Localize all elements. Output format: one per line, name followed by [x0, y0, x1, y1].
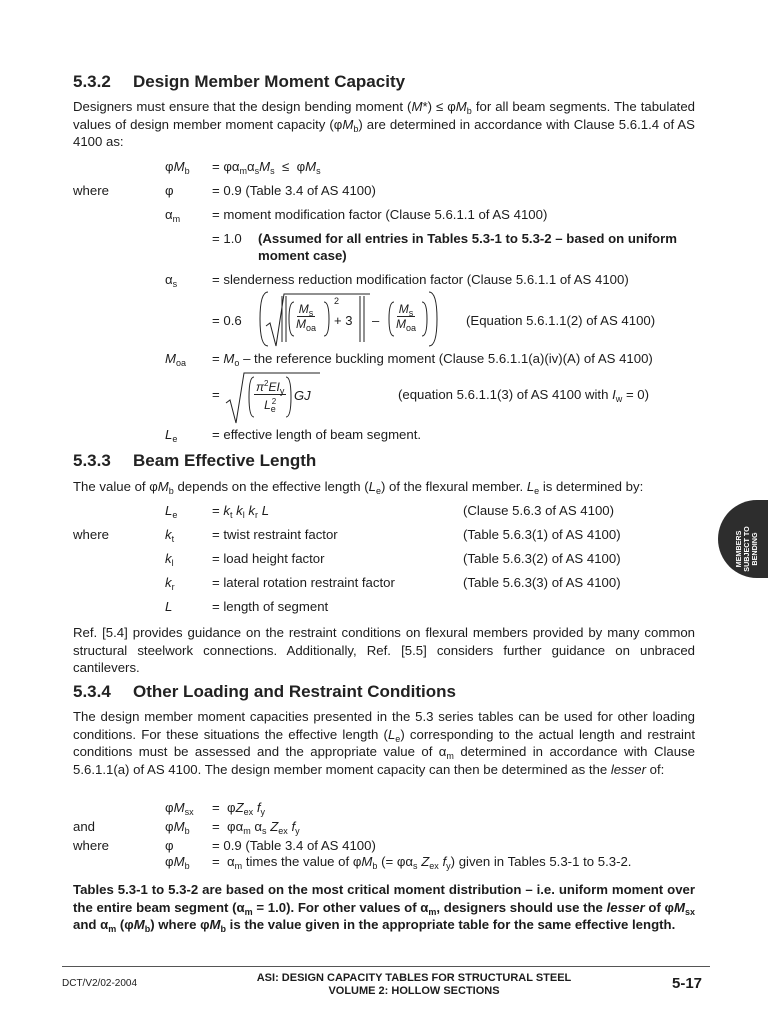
paragraph-other-loading: The design member moment capacities presented in the 5.3 series tables can be used for other loading conditions. For these situations the effective length $(L_e)$ corresponding to the actual length and restraint conditions must be assessed and the appropriate value of $\alpha_m$ determined in accordance with Clause 5.6.1.1(a) of AS 4100. The design member moment capacity can then be determined as the lesser of: — [73, 709, 695, 777]
where-label-3: where — [73, 838, 109, 853]
fraction-ms-moa-1: $M_s$ $M_{oa}$ — [296, 302, 317, 333]
definition-l: = length of segment — [212, 599, 329, 614]
equation-moa — [224, 369, 324, 425]
footer-title-line-1: ASI: DESIGN CAPACITY TABLES FOR STRUCTURAL STEEL — [256, 972, 572, 984]
fraction-ms-moa-2: $M_s$ $M_{oa}$ — [396, 302, 417, 333]
section-number: 5.3.2 — [73, 72, 111, 91]
symbol-le-2: $L_e$ — [165, 503, 178, 520]
and-label: and — [73, 819, 96, 834]
moa-equals: = — [212, 387, 220, 402]
alpha-m-value: = 1.0 — [212, 231, 242, 246]
symbol-phi: φ — [165, 183, 174, 198]
paragraph-design-moment: Designers must ensure that the design bending moment $(M*) \le \varphi M_b$ for all beam segments. The tabulated values of design member moment capacity $(\varphi M_b)$ are determined in accordance with Clause 5.6.1.4 of AS 4100 as: — [73, 99, 695, 149]
alpha-s-value: = 0.6 — [212, 313, 242, 328]
paragraph-references: Ref. [5.4] provides guidance on the restraint conditions on flexural members provided by many common structural steelwork connections. Additionally, Ref. [5.5] considers further guidance on unbraced cantilevers. — [73, 625, 695, 675]
symbol-alpha-m: $\alpha_m$ — [165, 207, 181, 224]
definition-le-formula: = $k_t$ $k_l$ $k_r$ L — [212, 503, 270, 520]
heading-5-3-4 — [73, 682, 456, 702]
reference-le: (Clause 5.6.3 of AS 4100) — [463, 503, 615, 518]
symbol-alpha-s: $\alpha_s$ — [165, 272, 178, 289]
bold-note: Tables 5.3-1 to 5.3-2 are based on the most critical moment distribution – i.e. uniform moment over the entire beam segment $(\alpha_m = 1.0)$. For other values of $\alpha_m$, designers should use the lesser of $\varphi M_{sx}$ and $\alpha_m$ $(\varphi M_b)$ where $\varphi M_b$ is the value given in the appropriate table for the same effective length. — [73, 882, 695, 934]
definition-moa: = $M_o$ – the reference buckling moment (Clause 5.6.1.1(a)(iv)(A) of AS 4100) — [212, 351, 653, 368]
equation-reference-1: (Equation 5.6.1.1(2) of AS 4100) — [466, 313, 656, 328]
paragraph-effective-length: The value of $\varphi M_b$ depends on the effective length $(L_e)$ of the flexural member. $L_e$ is determined by: — [73, 479, 644, 496]
definition-alpha-m: = moment modification factor (Clause 5.6.1.1 of AS 4100) — [212, 207, 548, 222]
gj-term: GJ — [294, 388, 311, 403]
heading-5-3-3 — [73, 451, 316, 471]
minus-sign: – — [372, 313, 380, 328]
equation-reference-2: (equation 5.6.1.1(3) of AS 4100 with $I_w = 0$) — [398, 387, 650, 404]
section-number: 5.3.4 — [73, 682, 111, 701]
plus-three: + 3 — [334, 313, 353, 328]
symbol-le: $L_e$ — [165, 427, 178, 444]
where-label-2: where — [73, 527, 109, 542]
where-label: where — [73, 183, 109, 198]
equation-phi-mb-2-rhs: = $\varphi\alpha_m$ $\alpha_s$ $Z_{ex}$ $f_y$ — [212, 819, 300, 836]
definition-kr: = lateral rotation restraint factor — [212, 575, 395, 590]
footer-page-number: 5-17 — [672, 975, 703, 992]
section-title: Design Member Moment Capacity — [133, 72, 406, 91]
definition-phi-mb-3: = $\alpha_m$ times the value of $\varphi M_b$ (= $\varphi\alpha_s$ $Z_{ex}$ $f_y$) given in Tables 5.3-1 to 5.3-2. — [212, 854, 632, 871]
equation-alpha-s — [256, 288, 441, 350]
alpha-m-note: (Assumed for all entries in Tables 5.3-1 to 5.3-2 – based on uniform moment case) — [258, 231, 677, 263]
definition-kl: = load height factor — [212, 551, 325, 566]
definition-alpha-s: = slenderness reduction modification factor (Clause 5.6.1.1 of AS 4100) — [212, 272, 629, 287]
definition-phi: = 0.9 (Table 3.4 of AS 4100) — [212, 183, 376, 198]
exponent-2: 2 — [334, 296, 340, 306]
fraction-euler: $\pi^2EI_y$ $L_e^2$ — [256, 379, 285, 414]
reference-kl: (Table 5.6.3(2) of AS 4100) — [463, 551, 621, 566]
footer-divider — [62, 966, 710, 967]
symbol-phi-mb-3: $\varphi M_b$ — [165, 854, 190, 871]
footer-doc-code: DCT/V2/02-2004 — [62, 978, 138, 989]
section-title: Other Loading and Restraint Conditions — [133, 682, 456, 701]
reference-kr: (Table 5.6.3(3) of AS 4100) — [463, 575, 621, 590]
section-number: 5.3.3 — [73, 451, 111, 470]
symbol-kr: $k_r$ — [165, 575, 175, 592]
equation-phi-msx-rhs: = $\varphi Z_{ex}$ $f_y$ — [212, 800, 266, 817]
symbol-phi-2: φ — [165, 838, 174, 853]
heading-5-3-2 — [73, 72, 405, 92]
definition-phi-2: = 0.9 (Table 3.4 of AS 4100) — [212, 838, 376, 853]
definition-kt: = twist restraint factor — [212, 527, 338, 542]
equation-phi-mb-2: $\varphi M_b$ — [165, 819, 190, 836]
equation-phi-msx: $\varphi M_{sx}$ — [165, 800, 194, 817]
symbol-l: L — [165, 599, 173, 614]
symbol-kl: $k_l$ — [165, 551, 174, 568]
footer-title-line-2: VOLUME 2: HOLLOW SECTIONS — [328, 985, 500, 997]
symbol-kt: $k_t$ — [165, 527, 175, 544]
reference-kt: (Table 5.6.3(1) of AS 4100) — [463, 527, 621, 542]
equation-phi-mb: $\varphi M_b$ — [165, 159, 190, 176]
side-tab-label: MEMBERS SUBJECT TO BENDING — [734, 526, 759, 572]
definition-le: = effective length of beam segment. — [212, 427, 422, 442]
section-title: Beam Effective Length — [133, 451, 317, 470]
equation-phi-mb-rhs: = $\varphi\alpha_m\alpha_sM_s \le \varphi M_s$ — [212, 159, 321, 176]
symbol-moa: $M_{oa}$ — [165, 351, 187, 368]
